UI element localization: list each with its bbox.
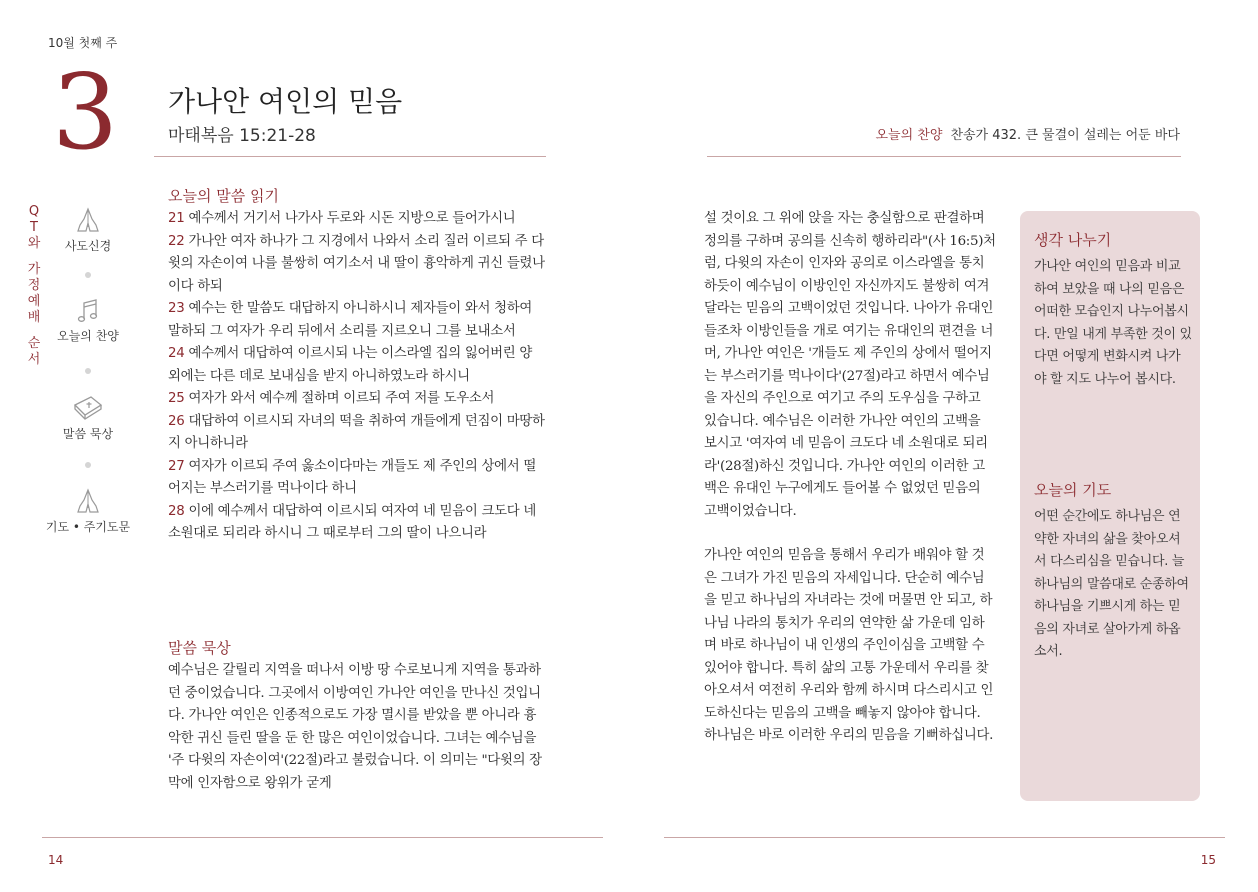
meditation-text-right	[704, 208, 996, 748]
meditation-paragraph: 설 것이요 그 위에 앉을 자는 충실함으로 판결하며 정의를 구하며 공의를 신속히 행하리라"(사 16:5)처럼, 다윗의 자손이 인자와 공의로 이스라엘을 통치하듯이 예수님이 이방인인 자신까지도 불쌍히 여겨달라는 믿음의 고백이었던 것입니다. 나아가 유대인들조차 이방인들을 개로 여기는 유대인의 편견을 너머, 가나안 여인은 '개들도 제 주인의 상에서 떨어지는 부스러기를 먹나이다'(27절)라고 하면서 예수님을 자신의 주인으로 여기고 주의 도우심을 구하고 있습니다. 예수님은 이러한 가나안 여인의 고백을 보시고 '여자여 네 믿음이 크도다 네 소원대로 되리라'(28절)하신 것입니다. 가나안 여인의 이러한 고백은 유대인 누구에게도 들어볼 수 없었던 믿음의 고백이었습니다.	[704, 211, 996, 519]
verse-text: 예수께서 대답하여 이르시되 나는 이스라엘 집의 잃어버린 양 외에는 다른 데로 보내심을 받지 아니하였노라 하시니	[168, 346, 533, 384]
verse-number: 25	[168, 391, 185, 406]
vertical-char: 서	[27, 352, 41, 367]
music-note-icon	[72, 297, 104, 325]
vertical-char: 와	[27, 236, 41, 251]
prayer-text: 어떤 순간에도 하나님은 연약한 자녀의 삶을 찾아오셔서 다스리심을 믿습니다. 늘 하나님의 말씀대로 순종하여 하나님을 기쁘시게 하는 믿음의 자녀로 살아가게 하옵소서.	[1034, 509, 1189, 659]
sidebar-item-creed	[43, 205, 133, 254]
sidebar-item-label: 기도 • 주기도문	[45, 520, 131, 534]
verse-text: 대답하여 이르시되 자녀의 떡을 취하여 개들에게 던짐이 마땅하지 아니하니라	[168, 413, 545, 451]
verse-number: 28	[168, 503, 185, 519]
verse-text: 여자가 이르되 주여 옳소이다마는 개들도 제 주인의 상에서 떨어지는 부스러기를 먹나이다 하니	[168, 458, 536, 496]
footer-divider-left	[42, 837, 603, 838]
verse	[168, 501, 548, 546]
verse	[168, 388, 548, 411]
vertical-char: 예	[27, 294, 41, 309]
sidebar-dot	[85, 272, 91, 278]
header-divider-right	[707, 156, 1181, 157]
sidebar-item-label: 오늘의 찬양	[57, 329, 119, 343]
sidebar-item-label: 사도신경	[64, 239, 112, 253]
page-number-left: 14	[48, 853, 64, 867]
day-number: 3	[52, 51, 119, 173]
verse	[168, 343, 548, 388]
verse-list	[168, 208, 548, 546]
meditation-paragraph: 가나안 여인의 믿음을 통해서 우리가 배워야 할 것은 그녀가 가진 믿음의 자세입니다. 단순히 예수님을 믿고 하나님의 자녀라는 것에 머물면 안 되고, 하나님 나라의 통치가 우리의 연약한 삶 가운데 임하며 바로 하나님이 내 인생의 주인이심을 고백할 수 있어야 합니다. 특히 삶의 고통 가운데서 우리를 찾아오셔서 여전히 우리와 함께 하시며 다스리시고 인도하신다는 믿음의 고백을 빼놓지 않아야 합니다. 하나님은 바로 이러한 우리의 믿음을 기뻐하십니다.	[704, 548, 994, 743]
verse-text: 여자가 와서 예수께 절하며 이르되 주여 저를 도우소서	[188, 391, 495, 406]
vertical-char: 가	[27, 262, 41, 277]
reading-heading: 오늘의 말씀 읽기	[168, 187, 279, 205]
verse	[168, 231, 548, 299]
verse-text: 가나안 여자 하나가 그 지경에서 나와서 소리 질러 이르되 주 다윗의 자손이여 나를 불쌍히 여기소서 내 딸이 흉악하게 귀신 들렸나이다 하되	[168, 233, 545, 294]
page-number-right: 15	[1200, 853, 1216, 867]
verse-number: 24	[168, 346, 185, 361]
praying-hands-icon	[72, 486, 104, 516]
sidebar-item-meditation	[43, 391, 133, 442]
verse	[168, 208, 548, 231]
vertical-char: 정	[27, 278, 41, 293]
verse-number: 26	[168, 413, 185, 429]
share-heading: 생각 나누기	[1034, 231, 1112, 249]
praying-hands-icon	[72, 205, 104, 235]
vertical-char: T	[30, 220, 38, 235]
footer-divider-right	[664, 837, 1225, 838]
sidebar-vertical-title	[27, 204, 41, 368]
verse	[168, 456, 548, 501]
hymn-label: 오늘의 찬양	[875, 128, 943, 143]
scripture-reference: 마태복음 15:21-28	[168, 126, 316, 146]
page-title: 가나안 여인의 믿음	[168, 85, 403, 118]
verse-text: 예수께서 거기서 나가사 두로와 시돈 지방으로 들어가시니	[188, 211, 516, 226]
verse-number: 21	[168, 211, 185, 226]
hymn-line	[876, 124, 1181, 143]
vertical-char: Q	[28, 204, 40, 219]
verse	[168, 298, 548, 343]
verse-number: 23	[168, 301, 185, 316]
vertical-gap	[27, 252, 41, 262]
hymn-text: 찬송가 432. 큰 물결이 설레는 어둔 바다	[950, 128, 1180, 143]
sidebar-item-hymn	[43, 297, 133, 344]
header-divider-left	[154, 156, 546, 157]
verse-text: 이에 예수께서 대답하여 이르시되 여자여 네 믿음이 크도다 네 소원대로 되리라 하시니 그 때로부터 그의 딸이 나으니라	[168, 503, 536, 541]
verse	[168, 411, 548, 456]
sidebar-dot	[85, 368, 91, 374]
week-label: 10월 첫째 주	[48, 36, 118, 50]
prayer-heading: 오늘의 기도	[1034, 481, 1112, 499]
sharing-box	[1020, 211, 1200, 801]
sidebar-item-prayer	[43, 486, 133, 535]
meditation-heading: 말씀 묵상	[168, 639, 231, 657]
verse-number: 27	[168, 458, 185, 474]
sidebar-dot	[85, 462, 91, 468]
bible-icon	[71, 391, 105, 423]
vertical-char: 배	[27, 310, 41, 325]
verse-text: 예수는 한 말씀도 대답하지 아니하시니 제자들이 와서 청하여 말하되 그 여자가 우리 뒤에서 소리를 지르오니 그를 보내소서	[168, 301, 533, 339]
sidebar-item-label: 말씀 묵상	[62, 427, 114, 441]
share-text: 가나안 여인의 믿음과 비교하여 보았을 때 나의 믿음은 어떠한 모습인지 나누어봅시다. 만일 내게 부족한 것이 있다면 어떻게 변화시켜 나가야 할 지도 나누어 봅시다.	[1034, 259, 1192, 387]
meditation-text-left: 예수님은 갈릴리 지역을 떠나서 이방 땅 수로보니게 지역을 통과하던 중이었습니다. 그곳에서 이방여인 가나안 여인을 만나신 것입니다. 가나안 여인은 인종적으로도 가장 멸시를 받았을 뿐 아니라 흉악한 귀신 들린 딸을 둔 한 많은 여인이었습니다. 그녀는 예수님을 '주 다윗의 자손이여'(22절)라고 불렀습니다. 이 의미는 "다윗의 장막에 인자함으로 왕위가 굳게	[168, 663, 542, 791]
verse-number: 22	[168, 233, 185, 249]
vertical-char: 순	[27, 336, 41, 351]
vertical-gap	[27, 326, 41, 336]
